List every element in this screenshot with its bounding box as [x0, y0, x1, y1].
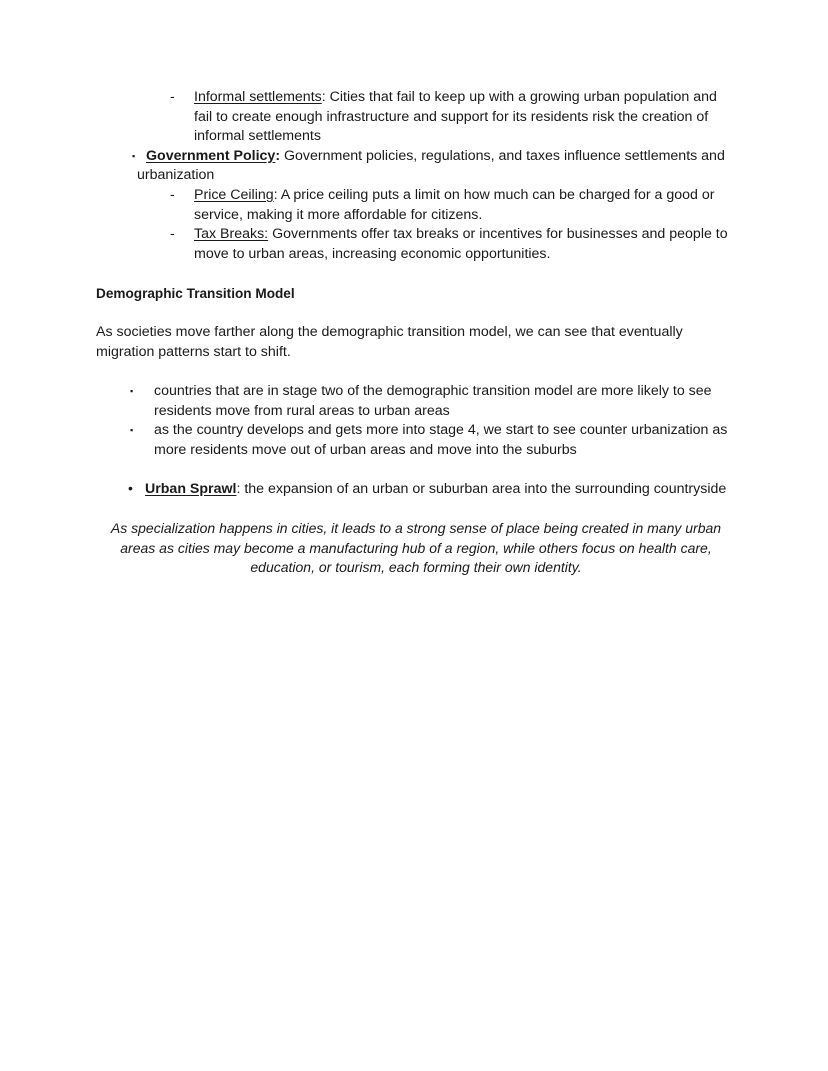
paragraph-spacer	[96, 499, 736, 519]
term-tax-breaks: Tax Breaks:	[194, 226, 269, 243]
paragraph-spacer	[96, 460, 736, 480]
term-separator: :	[321, 89, 326, 105]
definition-informal-settlements: Cities that fail to keep up with a growing urban population and fail to create enough infrastructure and support for its residents risk the creation of informal settlements	[194, 89, 717, 145]
list-item	[96, 88, 736, 147]
list-item	[96, 225, 736, 264]
square-bullet-icon: ▪	[132, 150, 136, 161]
paragraph-spacer	[96, 304, 736, 324]
term-separator: :	[236, 480, 241, 497]
paragraph-spacer	[96, 264, 736, 284]
definition-government-policy: Government policies, regulations, and taxes influence settlements and urbanization	[137, 147, 725, 184]
term-urban-sprawl: Urban Sprawl	[145, 480, 237, 497]
definition-urban-sprawl: the expansion of an urban or suburban area into the surrounding countryside	[240, 480, 727, 497]
term-informal-settlements: Informal settlements	[194, 89, 322, 105]
term-separator: :	[275, 147, 281, 164]
list-item	[96, 421, 736, 460]
dash-bullet-icon: -	[170, 185, 175, 202]
round-bullet-icon: •	[128, 479, 133, 496]
square-bullet-icon: ▪	[130, 385, 134, 396]
dash-bullet-icon: -	[170, 88, 175, 104]
paragraph-spacer	[96, 362, 736, 382]
list-item	[96, 186, 736, 225]
term-separator: :	[273, 186, 278, 203]
document-content	[96, 88, 736, 578]
list-item	[96, 147, 736, 186]
list-item	[96, 382, 736, 421]
term-price-ceiling: Price Ceiling	[194, 186, 274, 203]
term-government-policy: Government Policy	[146, 147, 276, 164]
definition-tax-breaks: Governments offer tax breaks or incentives for businesses and people to move to urban areas, increasing economic opportunities.	[194, 226, 728, 262]
paragraph-dtm-intro: As societies move farther along the demographic transition model, we can see that eventually migration patterns start to shift.	[96, 324, 683, 360]
dtm-bullet-1-text: countries that are in stage two of the demographic transition model are more likely to see residents move from rural areas to urban areas	[154, 382, 712, 419]
closing-note: As specialization happens in cities, it leads to a strong sense of place being created in many urban areas as cities may become a manufacturing hub of a region, while others focus on health care, education, or tourism, each forming their own identity.	[110, 520, 722, 576]
definition-price-ceiling: A price ceiling puts a limit on how much can be charged for a good or service, making it more affordable for citizens.	[194, 186, 715, 223]
square-bullet-icon: ▪	[130, 425, 134, 436]
dtm-bullet-2-text: as the country develops and gets more into stage 4, we start to see counter urbanization as more residents move out of urban areas and move into the suburbs	[154, 422, 728, 458]
section-heading-demographic-transition-model: Demographic Transition Model	[96, 285, 295, 301]
dash-bullet-icon: -	[170, 225, 175, 242]
list-item	[96, 480, 736, 500]
